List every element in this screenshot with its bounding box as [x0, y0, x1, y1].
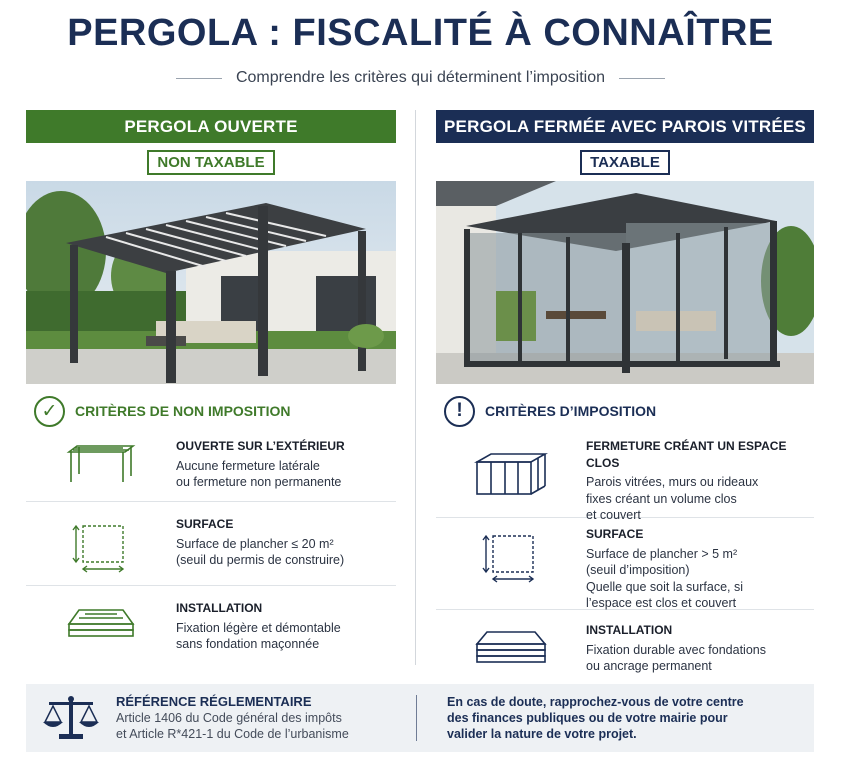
criterion-surface	[436, 518, 814, 610]
advice-text	[447, 694, 747, 742]
closed-pergola-banner: PERGOLA FERMÉE AVEC PAROIS VITRÉES	[436, 110, 814, 143]
open-pergola-photo	[26, 181, 396, 384]
criterion-title: INSTALLATION	[586, 623, 673, 637]
exclamation-icon: !	[444, 396, 475, 427]
closed-pergola-icon	[436, 438, 586, 498]
taxable-tag: TAXABLE	[580, 150, 670, 175]
reference-title: RÉFÉRENCE RÉGLEMENTAIRE	[116, 693, 312, 709]
imposition-criteria-header	[436, 384, 814, 438]
criterion-open-exterior	[26, 438, 396, 502]
foundation-base-icon	[436, 622, 586, 668]
subtitle-rule-left	[176, 78, 222, 79]
surface-square-icon	[26, 516, 176, 574]
criterion-installation	[26, 586, 396, 656]
criterion-line: fixes créant un volume clos	[586, 491, 737, 506]
criterion-surface	[26, 502, 396, 586]
criterion-line: Fixation légère et démontable	[176, 620, 341, 635]
imposition-criteria-title: CRITÈRES D’IMPOSITION	[485, 403, 657, 419]
non-imposition-criteria-title: CRITÈRES DE NON IMPOSITION	[75, 403, 291, 419]
closed-pergola-photo	[436, 181, 814, 384]
criterion-line: (seuil du permis de construire)	[176, 553, 345, 567]
criterion-line: Quelle que soit la surface, si	[586, 579, 744, 594]
page-subtitle: Comprendre les critères qui déterminent l’imposition	[235, 69, 606, 86]
advice-line: En cas de doute, rapprochez-vous de votre centre	[447, 695, 744, 709]
criterion-line: et couvert	[586, 508, 641, 522]
criterion-line: (seuil d’imposition)	[586, 563, 690, 577]
criterion-title: INSTALLATION	[176, 601, 263, 615]
criterion-installation	[436, 610, 814, 676]
criterion-closed-space	[436, 438, 814, 522]
criterion-title: SURFACE	[176, 517, 234, 531]
criterion-line: ou fermeture non permanente	[176, 475, 342, 489]
advice-line: valider la nature de votre projet.	[447, 727, 637, 741]
scales-icon	[26, 694, 116, 742]
criterion-line: l’espace est clos et couvert	[586, 596, 737, 610]
subtitle-rule-right	[619, 78, 665, 79]
criterion-line: sans fondation maçonnée	[176, 637, 320, 651]
open-pergola-icon	[26, 438, 176, 486]
open-pergola-banner: PERGOLA OUVERTE	[26, 110, 396, 143]
criterion-line: Fixation durable avec fondations	[586, 642, 766, 657]
criterion-title: FERMETURE CRÉANT UN ESPACE CLOS	[586, 439, 787, 470]
surface-square-icon	[436, 526, 586, 584]
criterion-title: OUVERTE SUR L’EXTÉRIEUR	[176, 439, 345, 453]
non-taxable-tag: NON TAXABLE	[147, 150, 274, 175]
closed-pergola-column	[436, 110, 814, 676]
subtitle-row	[0, 66, 841, 90]
criterion-line: Surface de plancher ≤ 20 m²	[176, 536, 334, 551]
criterion-title: SURFACE	[586, 527, 644, 541]
reference-line: et Article R*421-1 du Code de l’urbanisme	[116, 726, 349, 741]
non-imposition-criteria-header	[26, 384, 396, 438]
column-divider	[415, 110, 416, 665]
footer-divider	[416, 695, 417, 741]
criterion-line: Surface de plancher > 5 m²	[586, 546, 738, 561]
criterion-line: Aucune fermeture latérale	[176, 458, 320, 473]
check-icon: ✓	[34, 396, 65, 427]
light-base-icon	[26, 600, 176, 646]
open-pergola-column	[26, 110, 396, 656]
advice-line: des finances publiques ou de votre mairie pour	[447, 711, 728, 725]
criterion-line: ou ancrage permanent	[586, 659, 712, 673]
page-title: PERGOLA : FISCALITÉ À CONNAÎTRE	[67, 12, 774, 54]
reference-line: Article 1406 du Code général des impôts	[116, 711, 342, 726]
criterion-line: Parois vitrées, murs ou rideaux	[586, 475, 759, 489]
regulatory-footer	[26, 684, 814, 752]
